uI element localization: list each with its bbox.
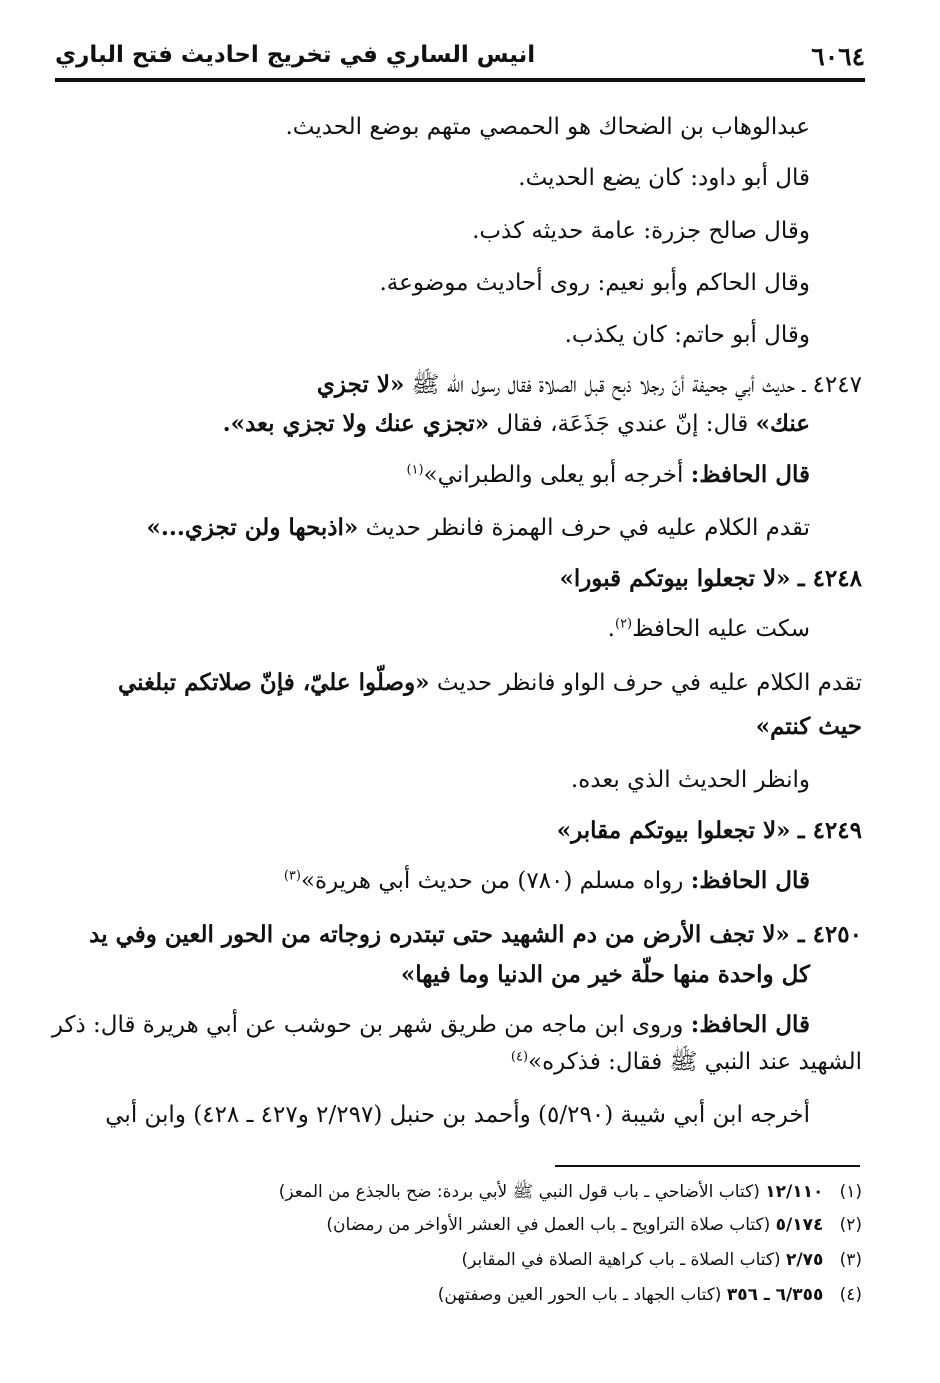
hadith-quote: عنك»	[755, 410, 810, 437]
hadith-4249	[557, 816, 862, 846]
hafiz-text: رواه مسلم (٧٨٠) من حديث أبي هريرة»	[300, 868, 684, 894]
footnote	[462, 1248, 863, 1272]
hadith-4248	[559, 564, 862, 594]
hafiz-text: وروى ابن ماجه من طريق شهر بن حوشب عن أبي هريرة قال: ذكر	[51, 1012, 684, 1038]
footnote-number: (٣)	[839, 1250, 862, 1270]
footnote-number: (٤)	[839, 1285, 862, 1305]
hadith-number: ٤٢٤٩ ـ	[797, 817, 862, 844]
hadith-4250-line2: كل واحدة منها حلّة خير من الدنيا وما فيها»	[400, 961, 810, 988]
hadith-number: ٤٢٤٧ ـ	[802, 372, 862, 398]
page-number: ٦٠٦٤	[811, 42, 865, 71]
footnote-marker: (١)	[406, 462, 424, 478]
footnote-marker: (٢)	[614, 616, 633, 632]
footnote-marker: (٣)	[283, 868, 301, 884]
paragraph-line: وقال الحاكم وأبو نعيم: روى أحاديث موضوعة.	[379, 270, 810, 296]
header-rule	[55, 78, 865, 82]
hafiz-label: قال الحافظ:	[690, 1011, 810, 1038]
hadith-quote: «لا تجف الأرض من دم الشهيد حتى تبتدره زوجاته من الحور العين وفي يد	[89, 921, 790, 948]
hafiz-statement	[406, 460, 810, 490]
ref-quote: حيث كنتم»	[755, 713, 862, 740]
hafiz-statement	[52, 1010, 810, 1040]
footnote	[279, 1180, 862, 1204]
hadith-quote: «لا تجعلوا بيوتكم قبورا»	[559, 565, 791, 592]
footnote-text: (كتاب صلاة التراويح ـ باب العمل في العشر الأواخر من رمضان)	[326, 1215, 771, 1235]
footnote-marker: (٤)	[510, 1049, 529, 1065]
hadith-quote: «تجزي عنك ولا تجزي بعد».	[222, 410, 490, 437]
paragraph-line: عبدالوهاب بن الضحاك هو الحمصي متهم بوضع الحديث.	[285, 114, 810, 140]
paragraph-line: وانظر الحديث الذي بعده.	[570, 767, 810, 793]
hadith-quote: «لا تجعلوا بيوتكم مقابر»	[556, 817, 791, 844]
footnote	[438, 1283, 862, 1307]
running-title: انيس الساري في تخريج احاديث فتح الباري	[55, 42, 536, 68]
footnote-text: (كتاب الصلاة ـ باب كراهية الصلاة في المقابر)	[461, 1250, 781, 1270]
hafiz-label: قال الحافظ:	[690, 461, 810, 488]
hafiz-text: أخرجه أبو يعلى والطبراني»	[423, 462, 684, 488]
hadith-text: قال: إنّ عندي جَذَعَة، فقال	[496, 411, 749, 437]
footnote-text: (كتاب الجهاد ـ باب الحور العين وصفتهن)	[437, 1285, 722, 1305]
footnote	[326, 1213, 862, 1237]
hafiz-label: قال الحافظ:	[690, 867, 810, 894]
hadith-number: ٤٢٥٠ ـ	[797, 921, 862, 948]
hafiz-silence: سكت عليه الحافظ$^{(٢)}$.	[607, 616, 810, 642]
ref-quote: «اذبحها ولن تجزي...»	[146, 514, 359, 541]
footnote-ref: ٦/٣٥٥ ـ ٣٥٦	[726, 1285, 824, 1305]
cross-reference-cont	[756, 712, 862, 742]
paragraph-line: أخرجه ابن أبي شيبة (٥/٢٩٠) وأحمد بن حنبل (٢/٢٩٧ و٤٢٧ ـ ٤٢٨) وابن أبي	[105, 1102, 810, 1128]
hafiz-text: سكت عليه الحافظ	[632, 616, 810, 642]
footnote-number: (٢)	[839, 1215, 862, 1235]
paragraph-line: قال أبو داود: كان يضع الحديث.	[518, 165, 810, 191]
hadith-text: حديث أبي جحيفة أنّ رجلا ذبح قبل الصلاة فقال رسول الله ﷺ	[411, 372, 796, 398]
footnote-rule	[555, 1165, 860, 1167]
running-header	[55, 38, 865, 72]
footnote-ref: ٢/٧٥	[786, 1250, 824, 1270]
hafiz-text: الشهيد عند النبي ﷺ فقال: فذكره»	[528, 1049, 862, 1075]
hadith-4250-line1	[89, 920, 862, 950]
footnote-text: (كتاب الأضاحي ـ باب قول النبي ﷺ لأبي بردة: ضح بالجذع من المعز)	[278, 1182, 760, 1202]
hadith-4247-line1	[317, 370, 862, 400]
hadith-quote: «لا تجزي	[316, 371, 405, 398]
hadith-number: ٤٢٤٨ ـ	[797, 565, 862, 592]
cross-reference	[118, 668, 862, 698]
footnote-ref: ١٢/١١٠	[765, 1182, 824, 1202]
ref-quote: «وصلّوا عليّ، فإنّ صلاتكم تبلغني	[117, 669, 430, 696]
ref-text: تقدم الكلام عليه في حرف الهمزة فانظر حديث	[365, 515, 810, 541]
hadith-4247-line2	[223, 409, 810, 439]
paragraph-line: وقال أبو حاتم: كان يكذب.	[564, 322, 810, 348]
hafiz-statement-cont	[511, 1047, 862, 1077]
cross-reference	[146, 513, 810, 543]
hafiz-statement	[284, 866, 810, 896]
footnote-number: (١)	[839, 1182, 862, 1202]
ref-text: تقدم الكلام عليه في حرف الواو فانظر حديث	[436, 670, 862, 696]
paragraph-line: وقال صالح جزرة: عامة حديثه كذب.	[472, 218, 810, 244]
footnote-ref: ٥/١٧٤	[775, 1215, 824, 1235]
